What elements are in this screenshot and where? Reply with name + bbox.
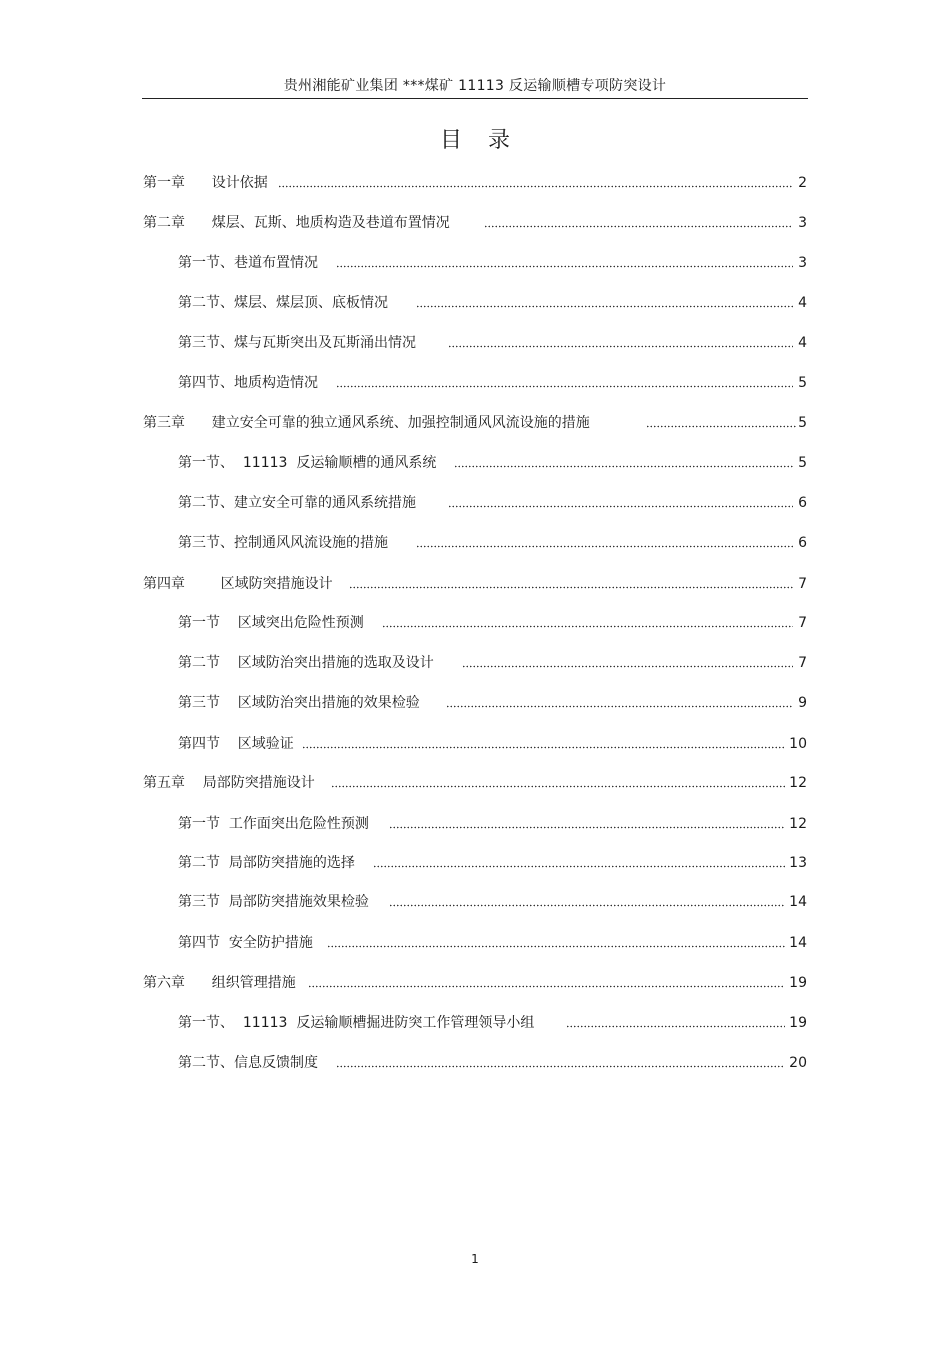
toc-entry-label: 第一节 区域突出危险性预测 [178,615,364,631]
toc-entry-page: 20 [789,1055,807,1071]
toc-entry-label: 第四节 区域验证 [178,736,294,752]
toc-entry[interactable] [178,453,807,473]
toc-entry[interactable] [143,773,807,793]
toc-leader-dots [484,216,793,228]
toc-title-char-2: 录 [488,128,511,153]
toc-leader-dots [646,416,797,428]
toc-entry-page: 7 [798,615,807,631]
toc-entry-page: 12 [789,775,807,791]
toc-leader-dots [454,456,793,468]
toc-entry[interactable] [143,173,807,193]
toc-leader-dots [302,737,785,749]
toc-entry-label: 第一节、巷道布置情况 [178,255,318,271]
toc-entry-label: 第四节 安全防护措施 [178,935,313,951]
toc-entry-page: 5 [798,455,807,471]
page-header: 贵州湘能矿业集团 ***煤矿 11113 反运输顺槽专项防突设计 [283,78,667,94]
toc-leader-dots [389,895,785,907]
toc-entry[interactable] [178,493,807,513]
toc-entry[interactable] [178,1013,807,1033]
toc-entry[interactable] [143,574,807,594]
toc-leader-dots [349,577,793,589]
toc-entry-label: 第二节、信息反馈制度 [178,1055,318,1071]
toc-entry-label: 第三节 区域防治突出措施的效果检验 [178,695,420,711]
toc-entry-page: 5 [798,415,807,431]
toc-entry-page: 2 [798,175,807,191]
toc-entry-page: 4 [798,295,807,311]
toc-leader-dots [416,536,793,548]
toc-leader-dots [566,1016,785,1028]
toc-entry[interactable] [178,853,807,873]
toc-entry-label: 第二章 煤层、瓦斯、地质构造及巷道布置情况 [143,215,450,231]
toc-entry-label: 第二节、煤层、煤层顶、底板情况 [178,295,388,311]
toc-entry-label: 第四节、地质构造情况 [178,375,318,391]
toc-entry-page: 19 [789,975,807,991]
toc-entry[interactable] [178,613,807,633]
toc-entry-page: 19 [789,1015,807,1031]
toc-leader-dots [446,696,793,708]
toc-entry-page: 3 [798,215,807,231]
toc-leader-dots [336,1056,785,1068]
toc-leader-dots [448,496,793,508]
toc-entry-label: 第三节、煤与瓦斯突出及瓦斯涌出情况 [178,335,416,351]
toc-entry[interactable] [178,373,807,393]
toc-entry[interactable] [178,293,807,313]
toc-entry[interactable] [178,814,807,834]
toc-entry-page: 6 [798,495,807,511]
toc-leader-dots [278,176,793,188]
toc-entry-page: 9 [798,695,807,711]
toc-entry-label: 第五章 局部防突措施设计 [143,775,315,791]
toc-entry[interactable] [178,533,807,553]
toc-entry-label: 第三章 建立安全可靠的独立通风系统、加强控制通风风流设施的措施 [143,415,590,431]
toc-entry-label: 第一节 工作面突出危险性预测 [178,816,369,832]
toc-entry[interactable] [143,213,807,233]
toc-entry-label: 第三节、控制通风风流设施的措施 [178,535,388,551]
toc-entry-label: 第二节 区域防治突出措施的选取及设计 [178,655,434,671]
toc-entry[interactable] [178,734,807,754]
toc-leader-dots [308,976,785,988]
toc-entry[interactable] [178,333,807,353]
toc-leader-dots [448,336,793,348]
toc-entry-page: 14 [789,894,807,910]
toc-entry-page: 3 [798,255,807,271]
header-rule [142,98,808,99]
toc-entry-page: 5 [798,375,807,391]
toc-entry-label: 第三节 局部防突措施效果检验 [178,894,369,910]
toc-entry[interactable] [178,1053,807,1073]
toc-entry[interactable] [143,413,807,433]
toc-title [0,127,950,155]
toc-entry-page: 7 [798,655,807,671]
toc-entry-page: 14 [789,935,807,951]
toc-entry-label: 第一节、 11113 反运输顺槽的通风系统 [178,455,437,471]
toc-entry-page: 12 [789,816,807,832]
toc-title-char-1: 目 [439,128,462,153]
toc-entry-label: 第四章 区域防突措施设计 [143,576,333,592]
toc-leader-dots [336,376,793,388]
toc-entry-page: 10 [789,736,807,752]
toc-entry[interactable] [178,653,807,673]
page-number: 1 [471,1252,479,1266]
toc-leader-dots [327,936,785,948]
toc-entry[interactable] [178,693,807,713]
toc-leader-dots [382,616,793,628]
toc-leader-dots [336,256,793,268]
toc-entry-page: 7 [798,576,807,592]
toc-entry[interactable] [178,933,807,953]
toc-entry-page: 4 [798,335,807,351]
toc-entry[interactable] [143,973,807,993]
toc-entry-label: 第二节、建立安全可靠的通风系统措施 [178,495,416,511]
toc-entry-page: 6 [798,535,807,551]
toc-leader-dots [462,656,793,668]
toc-entry-label: 第六章 组织管理措施 [143,975,296,991]
toc-leader-dots [331,776,785,788]
toc-leader-dots [416,296,793,308]
toc-entry[interactable] [178,253,807,273]
toc-entry-label: 第二节 局部防突措施的选择 [178,855,355,871]
toc-leader-dots [373,856,785,868]
toc-entry-page: 13 [789,855,807,871]
toc-entry-label: 第一章 设计依据 [143,175,268,191]
toc-entry-label: 第一节、 11113 反运输顺槽掘进防突工作管理领导小组 [178,1015,535,1031]
toc-leader-dots [389,817,785,829]
toc-entry[interactable] [178,892,807,912]
